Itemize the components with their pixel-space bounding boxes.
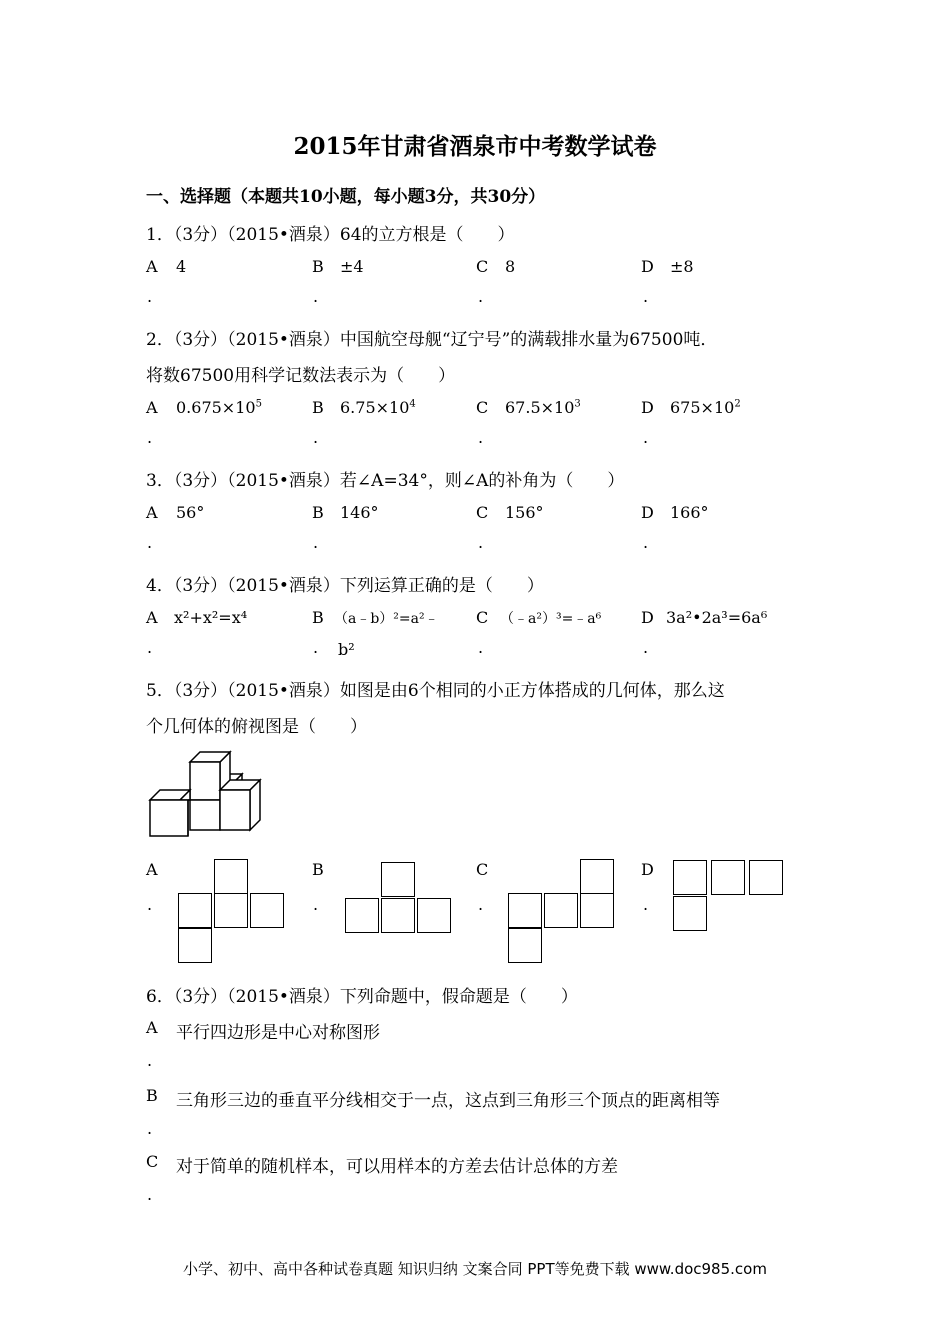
q4-option-b-continued: b² — [338, 640, 355, 659]
q4-option-d: 3a²•2a³=6a⁶ — [666, 608, 768, 627]
dot: . — [313, 428, 319, 447]
q1-option-c: 8 — [505, 257, 516, 276]
q3-option-a: 56° — [176, 503, 205, 522]
q4-option-a: x²+x²=x⁴ — [174, 608, 248, 627]
footer-text: 小学、初中、高中各种试卷真题 知识归纳 文案合同 PPT等免费下载 www.doc985.com — [183, 1260, 767, 1278]
dot: . — [313, 895, 319, 914]
q1-option-a-letter: A — [146, 257, 158, 276]
dot: . — [478, 533, 484, 552]
q6-option-c: 对于简单的随机样本，可以用样本的方差去估计总体的方差 — [176, 1157, 618, 1177]
q3-option-c-letter: C — [476, 503, 489, 522]
q1-option-b: ±4 — [340, 257, 364, 276]
q2-option-a-letter: A — [146, 398, 158, 417]
q6-option-a: 平行四边形是中心对称图形 — [176, 1023, 380, 1043]
dot: . — [147, 895, 153, 914]
dot: . — [478, 287, 484, 306]
dot: . — [643, 533, 649, 552]
question-2-stem-line1: 2．（3分）（2015•酒泉）中国航空母舰“辽宁号”的满载排水量为67500吨． — [146, 330, 718, 350]
dot: . — [147, 1119, 153, 1138]
q1-option-d-letter: D — [641, 257, 654, 276]
page-title: 2015年甘肃省酒泉市中考数学试卷 — [293, 133, 657, 160]
q5-option-c-letter: C — [476, 860, 489, 879]
question-6-stem: 6．（3分）（2015•酒泉）下列命题中，假命题是（ ） — [146, 987, 578, 1007]
q2-option-d: $675\times 10^2$ — [670, 398, 741, 417]
question-5-stem-line2: 个几何体的俯视图是（ ） — [146, 717, 367, 737]
dot: . — [313, 287, 319, 306]
dot: . — [478, 895, 484, 914]
q4-option-c-letter: C — [476, 608, 489, 627]
q4-option-d-letter: D — [641, 608, 654, 627]
q1-option-b-letter: B — [312, 257, 324, 276]
dot: . — [313, 638, 319, 657]
q1-option-c-letter: C — [476, 257, 489, 276]
q5-option-b-letter: B — [312, 860, 324, 879]
q5-option-a-letter: A — [146, 860, 158, 879]
q2-option-b: $6.75\times 10^4$ — [340, 398, 416, 417]
q3-option-b: 146° — [340, 503, 379, 522]
q3-option-c: 156° — [505, 503, 544, 522]
q4-option-b-letter: B — [312, 608, 324, 627]
question-5-stem-line1: 5．（3分）（2015•酒泉）如图是由6个相同的小正方体搭成的几何体，那么这 — [146, 681, 725, 701]
q6-option-b-letter: B — [146, 1086, 158, 1105]
q3-option-a-letter: A — [146, 503, 158, 522]
q6-option-a-letter: A — [146, 1018, 158, 1037]
cube-solid-figure — [140, 748, 270, 843]
question-1-stem: 1．（3分）（2015•酒泉）64的立方根是（ ） — [146, 225, 515, 245]
q3-option-d: 166° — [670, 503, 709, 522]
dot: . — [147, 428, 153, 447]
q2-option-c: $67.5\times 10^3$ — [505, 398, 581, 417]
dot: . — [478, 428, 484, 447]
q4-option-a-letter: A — [146, 608, 158, 627]
q4-option-b: （a﹣b）²=a²﹣ — [334, 611, 439, 627]
q1-option-a: 4 — [176, 257, 187, 276]
q6-option-c-letter: C — [146, 1152, 159, 1171]
q3-option-b-letter: B — [312, 503, 324, 522]
dot: . — [147, 638, 153, 657]
section-heading: 一、选择题（本题共10小题，每小题3分，共30分） — [146, 187, 546, 207]
dot: . — [147, 1185, 153, 1204]
dot: . — [643, 638, 649, 657]
dot: . — [478, 638, 484, 657]
q6-option-b: 三角形三边的垂直平分线相交于一点，这点到三角形三个顶点的距离相等 — [176, 1091, 720, 1111]
question-4-stem: 4．（3分）（2015•酒泉）下列运算正确的是（ ） — [146, 576, 544, 596]
q2-option-d-letter: D — [641, 398, 654, 417]
dot: . — [313, 533, 319, 552]
question-3-stem: 3．（3分）（2015•酒泉）若∠A=34°，则∠A的补角为（ ） — [146, 471, 625, 491]
q2-option-c-letter: C — [476, 398, 489, 417]
q1-option-d: ±8 — [670, 257, 694, 276]
q2-option-b-letter: B — [312, 398, 324, 417]
dot: . — [643, 287, 649, 306]
q4-option-c: （﹣a²）³=﹣a⁶ — [500, 611, 602, 627]
dot: . — [147, 287, 153, 306]
q5-option-d-letter: D — [641, 860, 654, 879]
q3-option-d-letter: D — [641, 503, 654, 522]
dot: . — [147, 533, 153, 552]
q2-option-a: $0.675\times 10^5$ — [176, 398, 262, 417]
dot: . — [643, 895, 649, 914]
dot: . — [147, 1051, 153, 1070]
dot: . — [643, 428, 649, 447]
question-2-stem-line2: 将数67500用科学记数法表示为（ ） — [146, 366, 456, 386]
